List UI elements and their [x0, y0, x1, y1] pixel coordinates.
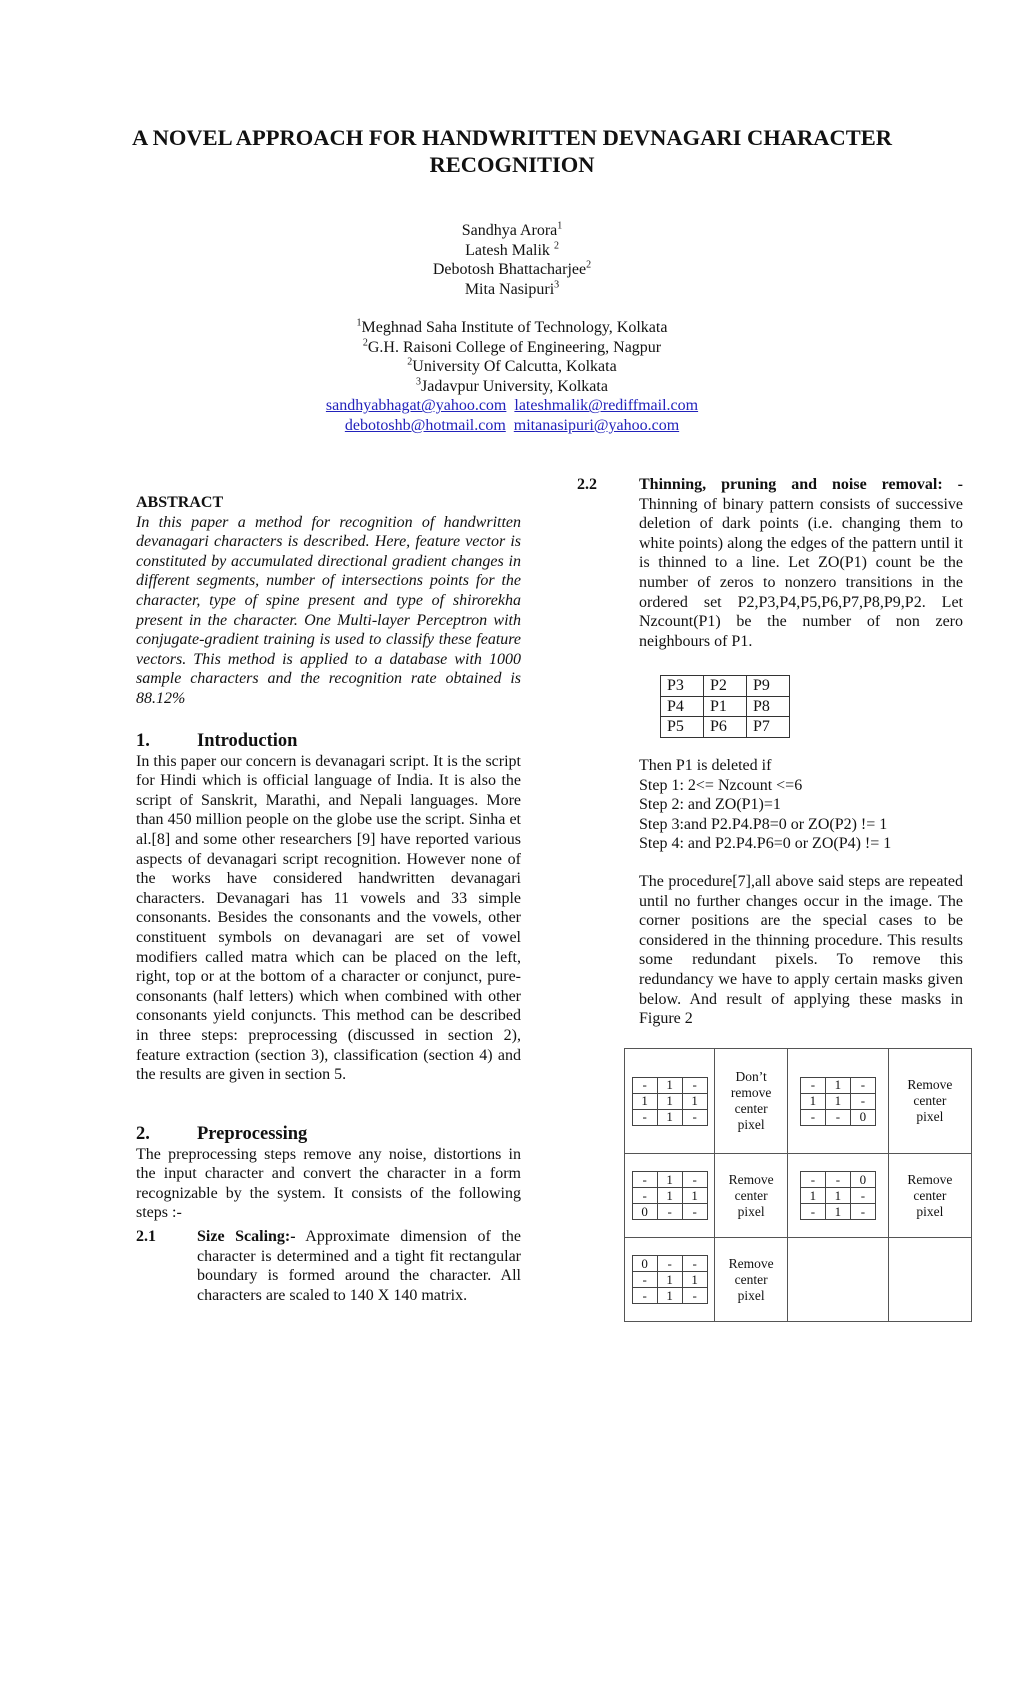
mask-value: - — [657, 1256, 682, 1272]
mask-value: - — [657, 1204, 682, 1220]
mask-empty — [788, 1238, 889, 1322]
mask-value: - — [632, 1172, 657, 1188]
pixel-label: P7 — [747, 717, 790, 738]
mask-value: 0 — [632, 1256, 657, 1272]
pixel-label: P8 — [747, 696, 790, 717]
mask-value: - — [800, 1077, 825, 1093]
section-heading: 2. Preprocessing — [136, 1124, 308, 1144]
mask-value: - — [800, 1172, 825, 1188]
author: Mita Nasipuri$^3$ — [464, 279, 560, 298]
step-line: Then P1 is deleted if — [639, 757, 772, 774]
pixel-label: P9 — [747, 676, 790, 697]
affiliations — [250, 318, 774, 436]
author-list — [300, 221, 724, 299]
mask-value: 1 — [825, 1204, 850, 1220]
pixel-label: P2 — [704, 676, 747, 697]
abstract-text: In this paper a method for recognition of handwritten devanagari characters is described. Here, feature vector is constituted by accumulated directional gradient changes in different segments, number of intersections points for the character, type of spine present and type of shirorekha present in the character. One Multi-layer Perceptron with conjugate-gradient training is used to classify these feature vectors. This method is applied to a database with 1000 sample characters and the recognition rate obtained is 88.12% — [136, 513, 521, 707]
mask-label: Remove center pixel — [715, 1238, 788, 1322]
mask-value: - — [682, 1077, 707, 1093]
email-link[interactable]: debotoshb@hotmail.com — [344, 416, 506, 434]
affiliation: $^2$G.H. Raisoni College of Engineering, Nagpur — [362, 337, 662, 356]
section-text: In this paper our concern is devanagari script. It is the script for Hindi which is official language of India. It is also the script of Sanskrit, Marathi, and Nepali languages. More than 450 million people on the globe use the script. Sinha et al.[8] and some other researchers [9] have reported various aspects of devanagari script recognition. However none of the works have considered handwritten devanagari characters. Devanagari has 11 vowels and 33 simple consonants. Besides the consonants and the vowels, other constituent symbols on devanagari are set of vowel modifiers called matra which can be placed on the left, right, top or at the bottom of a character or conjunct, pure-consonants (half letters) which when combined with other consonants yield conjuncts. This method can be described in three steps: preprocessing (discussed in section 2), feature extraction (section 3), classification (section 4) and the results are given in section 5. — [136, 752, 521, 1084]
abstract-heading: ABSTRACT — [136, 494, 224, 511]
mask-grid — [632, 1171, 708, 1220]
email-link[interactable]: lateshmalik@rediffmail.com — [514, 397, 699, 415]
mask-value: 1 — [682, 1188, 707, 1204]
mask-grid — [800, 1077, 876, 1126]
mask-value: 1 — [825, 1188, 850, 1204]
mask-label: Remove center pixel — [888, 1154, 971, 1238]
mask-value: 0 — [850, 1109, 875, 1125]
mask-value: - — [632, 1288, 657, 1304]
mask-value: - — [632, 1188, 657, 1204]
mask-value: 1 — [657, 1077, 682, 1093]
step-line: Step 1: 2<= Nzcount <=6 — [639, 776, 803, 794]
mask-value: - — [850, 1204, 875, 1220]
mask-value: 1 — [825, 1077, 850, 1093]
mask-value: - — [850, 1093, 875, 1109]
procedure-paragraph: The procedure[7],all above said steps are repeated until no further changes occur in the image. The corner positions are the special cases to be considered in the thinning procedure. This results some redundant pixels. To remove this redundancy we have to apply certain masks given below. And result of applying these masks in Figure 2 — [639, 873, 963, 1028]
step-line: Step 2: and ZO(P1)=1 — [639, 796, 781, 814]
mask-grid — [632, 1077, 708, 1126]
subsection-size-scaling: Size Scaling:- Approximate dimension of the character is determined and a tight fit rectangular boundary is formed around the character. All characters are scaled to 140 X 140 matrix. — [197, 1228, 521, 1304]
section-heading: 1. Introduction — [136, 731, 298, 751]
pixel-label: P1 — [704, 696, 747, 717]
mask-value: 1 — [825, 1093, 850, 1109]
mask-value: - — [850, 1188, 875, 1204]
section-text: The preprocessing steps remove any noise, distortions in the input character and convert the character in a form recognizable by the system. It consists of the following steps :- — [136, 1145, 521, 1222]
mask-cell — [788, 1049, 889, 1154]
affiliation: $^2$University Of Calcutta, Kolkata — [407, 356, 617, 376]
mask-value: 1 — [657, 1288, 682, 1304]
thinning-masks-figure — [624, 1048, 972, 1322]
mask-value: - — [682, 1288, 707, 1304]
mask-value: 1 — [682, 1093, 707, 1109]
deletion-steps — [639, 756, 963, 854]
mask-value: 1 — [800, 1188, 825, 1204]
mask-cell — [625, 1238, 715, 1322]
mask-value: - — [682, 1109, 707, 1125]
mask-value: - — [682, 1172, 707, 1188]
mask-value: 1 — [657, 1172, 682, 1188]
mask-grid — [800, 1171, 876, 1220]
mask-value: - — [825, 1172, 850, 1188]
mask-cell — [625, 1154, 715, 1238]
mask-cell — [788, 1154, 889, 1238]
mask-value: 1 — [657, 1093, 682, 1109]
pixel-label: P6 — [704, 717, 747, 738]
email-link[interactable]: sandhyabhagat@yahoo.com — [325, 397, 507, 415]
mask-label: Remove center pixel — [888, 1049, 971, 1154]
author: Latesh Malik $^2$ — [465, 240, 559, 259]
step-line: Step 3:and P2.P4.P8=0 or ZO(P2) != 1 — [639, 815, 888, 833]
section-preprocessing — [136, 1125, 521, 1223]
mask-value: - — [825, 1109, 850, 1125]
mask-value: - — [632, 1109, 657, 1125]
pixel-label: P3 — [661, 676, 704, 697]
mask-value: - — [682, 1256, 707, 1272]
mask-value: 1 — [632, 1093, 657, 1109]
pixel-label: P5 — [661, 717, 704, 738]
mask-value: 1 — [800, 1093, 825, 1109]
mask-value: 1 — [682, 1272, 707, 1288]
author: Sandhya Arora$^1$ — [461, 220, 563, 239]
mask-value: 1 — [657, 1272, 682, 1288]
subsection-number: 2.2 — [577, 476, 597, 493]
subsection-number: 2.1 — [136, 1228, 156, 1245]
mask-label: Don’t remove center pixel — [715, 1049, 788, 1154]
mask-value: - — [632, 1077, 657, 1093]
mask-value: - — [800, 1109, 825, 1125]
pixel-neighbourhood-table — [660, 675, 790, 738]
author: Debotosh Bhattacharjee$^2$ — [432, 259, 592, 279]
section-introduction — [136, 732, 521, 1085]
mask-empty — [888, 1238, 971, 1322]
affiliation: $^3$Jadavpur University, Kolkata — [416, 376, 608, 395]
mask-value: - — [800, 1204, 825, 1220]
pixel-label: P4 — [661, 696, 704, 717]
mask-cell — [625, 1049, 715, 1154]
mask-label: Remove center pixel — [715, 1154, 788, 1238]
email-link[interactable]: mitanasipuri@yahoo.com — [513, 416, 680, 434]
mask-value: 1 — [657, 1188, 682, 1204]
mask-value: 1 — [657, 1109, 682, 1125]
mask-value: - — [850, 1077, 875, 1093]
mask-value: 0 — [850, 1172, 875, 1188]
mask-value: - — [632, 1272, 657, 1288]
affiliation: $^1$Meghnad Saha Institute of Technology, Kolkata — [356, 317, 668, 336]
mask-grid — [632, 1255, 708, 1304]
abstract — [136, 493, 521, 709]
mask-value: 0 — [632, 1204, 657, 1220]
step-line: Step 4: and P2.P4.P6=0 or ZO(P4) != 1 — [639, 835, 892, 853]
mask-value: - — [682, 1204, 707, 1220]
subsection-thinning: Thinning, pruning and noise removal: - Thinning of binary pattern consists of successive deletion of dark points (i.e. changing them to white points) along the edges of the pattern until it is thinned to a line. Let ZO(P1) count be the number of zeros to nonzero transitions in the ordered set P2,P3,P4,P5,P6,P7,P8,P9,P2. Let Nzcount(P1) be the number of non zero neighbours of P1. — [639, 476, 963, 650]
paper-title: A NOVEL APPROACH FOR HANDWRITTEN DEVNAGARI CHARACTER RECOGNITION — [131, 125, 893, 177]
